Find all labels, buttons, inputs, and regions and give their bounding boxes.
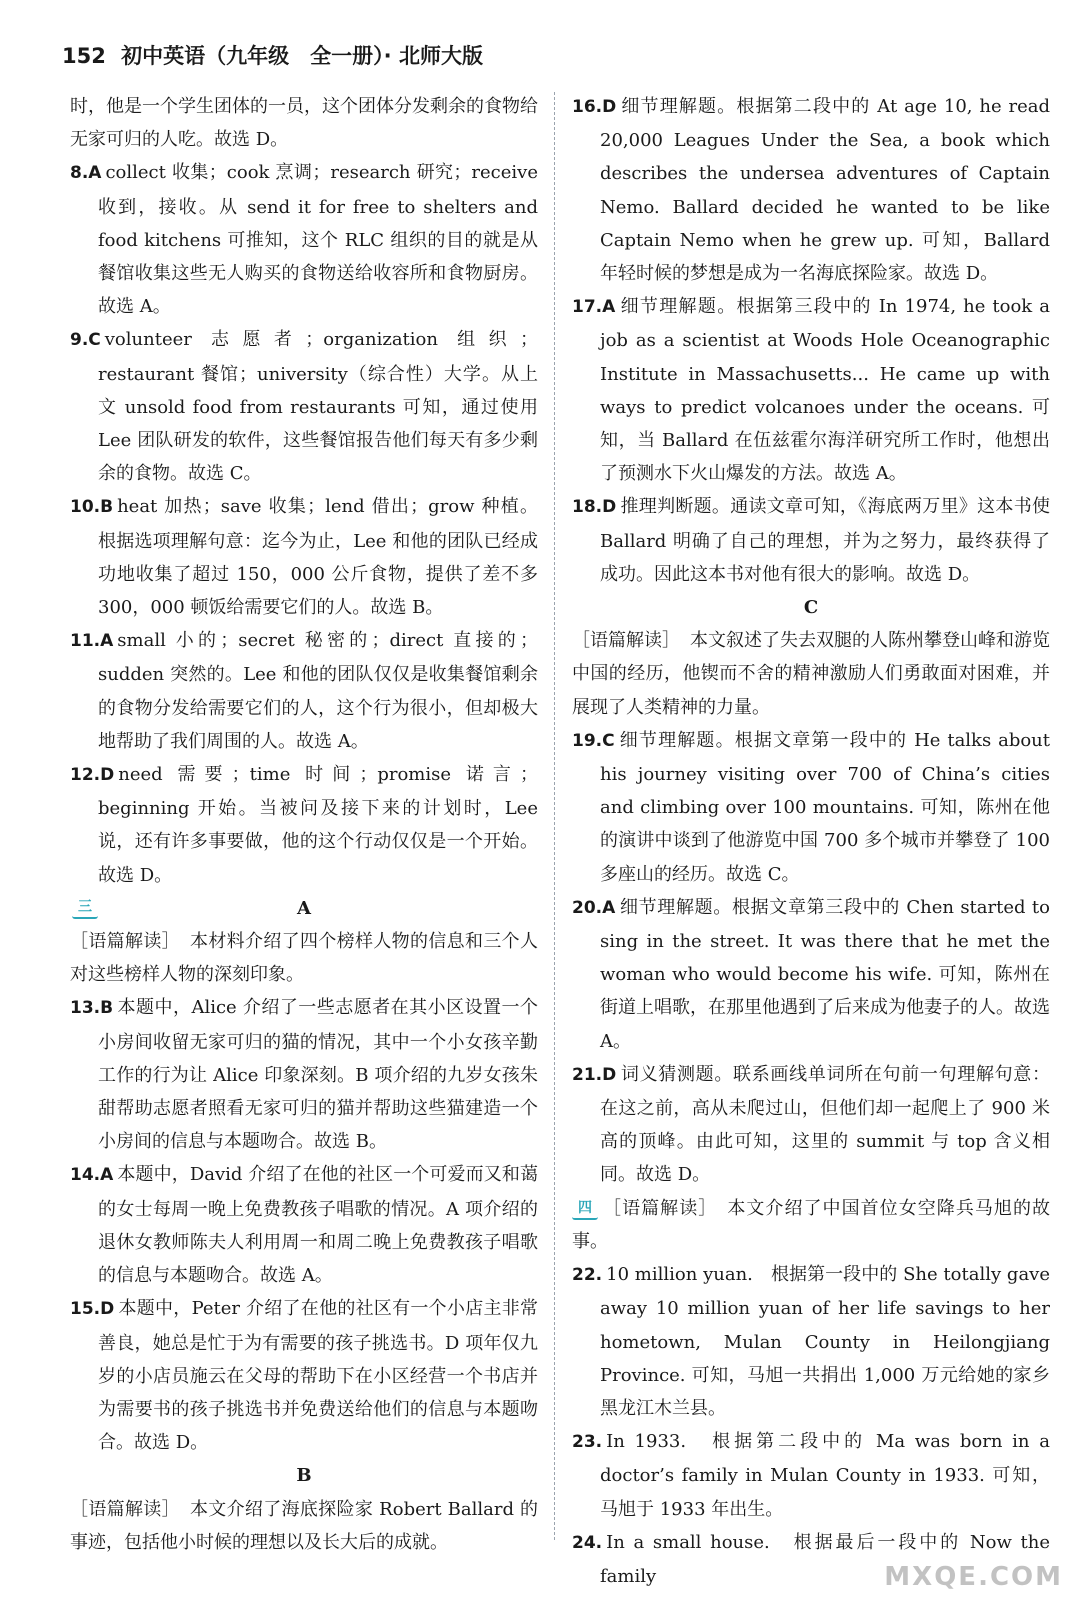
answer-explanation: 细节理解题。根据第三段中的 In 1974, he took a job as a scientist at Woods Hole Oceanographic Institute in Massachusetts... He came up with ways to predict volcanoes under the oceans. 可知，当 Ballard 在伍兹霍尔海洋研究所工作时，他想出了预测水下火山爆发的方法。故选 A。 <box>600 296 1050 485</box>
passage-interpretation <box>70 1493 538 1559</box>
answer-continuation: 时，他是一个学生团体的一员，这个团体分发剩余的食物给无家可归的人吃。故选 D。 <box>70 96 538 151</box>
answer-explanation: heat 加热；save 收集；lend 借出；grow 种植。根据选项理解句意：迄今为止，Lee 和他的团队已经成功地收集了超过 150，000 公斤食物，提供了差不多 300，000 顿饭给需要它们的人。故选 B。 <box>98 496 538 619</box>
answer-item <box>572 90 1050 290</box>
answer-number: 20.A <box>572 897 616 918</box>
answer-explanation: 本题中，David 介绍了在他的社区一个可爱而又和蔼的女士每周一晚上免费教孩子唱歌的情况。A 项介绍的退休女教师陈夫人利用周一和周二晚上免费教孩子唱歌的信息与本题吻合。故选 A。 <box>98 1164 538 1287</box>
answer-explanation: 10 million yuan. 根据第一段中的 She totally gave away 10 million yuan of her life savings to her hometown, Mulan County in Heilongjiang Province. 可知，马旭一共捐出 1,000 万元给她的家乡黑龙江木兰县。 <box>600 1264 1050 1419</box>
answer-number: 13.B <box>70 998 114 1019</box>
left-column <box>70 90 538 1559</box>
answer-explanation: 推理判断题。通读文章可知，《海底两万里》这本书使 Ballard 明确了自己的理想，并为之努力，最终获得了成功。因此这本书对他有很大的影响。故选 D。 <box>600 496 1050 585</box>
answer-number: 12.D <box>70 765 115 786</box>
book-title: 初中英语（九年级 全一册）· 北师大版 <box>121 44 483 68</box>
answer-item <box>572 891 1050 1058</box>
answer-explanation: volunteer 志愿者；organization 组织；restaurant 餐馆；university（综合性）大学。从上文 unsold food from restaurants 可知，通过使用 Lee 团队研发的软件，这些餐馆报告他们每天有多少剩余的食物。故选 C。 <box>98 329 538 485</box>
answer-number: 23. <box>572 1432 603 1453</box>
answer-explanation: need 需要；time 时间；promise 诺言；beginning 开始。当被问及接下来的计划时，Lee 说，还有许多事要做，他的这个行动仅仅是一个开始。故选 D。 <box>98 764 538 886</box>
answer-item <box>70 490 538 624</box>
answer-item <box>70 156 538 323</box>
answer-number: 22. <box>572 1265 603 1286</box>
answer-item <box>70 1292 538 1459</box>
answer-item <box>572 1258 1050 1425</box>
passage-interpretation <box>572 1192 1050 1258</box>
interpretation-text: 本材料介绍了四个榜样人物的信息和三个人对这些榜样人物的深刻印象。 <box>70 931 538 986</box>
answer-number: 9.C <box>70 330 101 351</box>
answer-explanation: 细节理解题。根据第二段中的 At age 10, he read 20,000 Leagues Under the Sea, a book which describes the undersea adventures of Captain Nemo. Ballard decided he wanted to be like Captain Nemo when he grew up. 可知，Ballard 年轻时候的梦想是成为一名海底探险家。故选 D。 <box>600 96 1050 285</box>
section-heading <box>572 591 1050 624</box>
answer-number: 17.A <box>572 297 616 318</box>
section-letter: B <box>296 1465 312 1487</box>
answer-item <box>572 1058 1050 1192</box>
right-column <box>572 90 1050 1593</box>
section-number-badge: 三 <box>72 897 98 919</box>
interpretation-text: 本文介绍了海底探险家 Robert Ballard 的事迹，包括他小时候的理想以及长大后的成就。 <box>70 1498 539 1553</box>
answer-explanation: In 1933. 根据第二段中的 Ma was born in a doctor’s family in Mulan County in 1933. 可知，马旭于 1933 年出生。 <box>600 1431 1050 1520</box>
answer-explanation: 细节理解题。根据文章第一段中的 He talks about his journey visiting over 700 of China’s cities and climbing over 100 mountains. 可知，陈州在他的演讲中谈到了他游览中国 700 多个城市并攀登了 100 多座山的经历。故选 C。 <box>600 729 1050 885</box>
answer-number: 19.C <box>572 730 615 751</box>
answer-number: 21.D <box>572 1064 617 1085</box>
answer-item <box>572 724 1050 891</box>
answer-explanation: 词义猜测题。联系画线单词所在句前一句理解句意：在这之前，高从未爬过山，但他们却一起爬上了 900 米高的顶峰。由此可知，这里的 summit 与 top 含义相同。故选 D。 <box>600 1063 1050 1186</box>
answer-number: 16.D <box>572 97 617 117</box>
answer-explanation: small 小的；secret 秘密的；direct 直接的；sudden 突然的。Lee 和他的团队仅仅是收集餐馆剩余的食物分发给需要它们的人，这个行为很小，但却极大地帮助了我们周围的人。故选 A。 <box>98 630 538 752</box>
section-number-badge: 四 <box>572 1198 598 1220</box>
answer-item <box>70 1158 538 1292</box>
answer-explanation: 本题中，Alice 介绍了一些志愿者在其小区设置一个小房间收留无家可归的猫的情况，其中一个小女孩辛勤工作的行为让 Alice 印象深刻。B 项介绍的九岁女孩朱甜帮助志愿者照看无家可归的猫并帮助这些猫建造一个小房间的信息与本题吻合。故选 B。 <box>98 997 538 1153</box>
interpretation-label: ［语篇解读］ <box>70 1498 180 1520</box>
passage-interpretation <box>70 925 538 991</box>
answer-number: 18.D <box>572 497 617 518</box>
answer-explanation: collect 收集；cook 烹调；research 研究；receive 收到，接收。从 send it for free to shelters and food kitchens 可推知，这个 RLC 组织的目的就是从餐馆收集这些无人购买的食物送给收容所和食物厨房。故选 A。 <box>98 162 538 318</box>
page-header <box>62 40 483 70</box>
answer-number: 24. <box>572 1532 603 1553</box>
interpretation-text: 本文叙述了失去双腿的人陈州攀登山峰和游览中国的经历，他锲而不舍的精神激励人们勇敢面对困难，并展现了人类精神的力量。 <box>572 630 1050 718</box>
passage-interpretation <box>572 624 1050 724</box>
answer-item <box>572 290 1050 490</box>
interpretation-text: 本文介绍了中国首位女空降兵马旭的故事。 <box>572 1197 1051 1252</box>
answer-number: 14.A <box>70 1165 114 1186</box>
answer-explanation: 本题中，Peter 介绍了在他的社区有一个小店主非常善良，她总是忙于为有需要的孩子挑选书。D 项年仅九岁的小店员施云在父母的帮助下在小区经营一个书店并为需要书的孩子挑选书并免费送给他们的信息与本题吻合。故选 D。 <box>98 1298 538 1454</box>
answer-number: 10.B <box>70 497 114 518</box>
interpretation-label: ［语篇解读］ <box>572 630 680 652</box>
interpretation-label: ［语篇解读］ <box>70 931 180 953</box>
answer-number: 8.A <box>70 163 102 184</box>
section-letter: A <box>297 897 311 919</box>
answer-item <box>572 1425 1050 1526</box>
answer-item <box>572 490 1050 591</box>
answer-number: 11.A <box>70 631 114 652</box>
section-heading <box>70 1459 538 1492</box>
answer-explanation: 细节理解题。根据文章第三段中的 Chen started to sing in the street. It was there that he met the woman who would become his wife. 可知，陈州在街道上唱歌，在那里他遇到了后来成为他妻子的人。故选 A。 <box>600 896 1050 1052</box>
answer-item <box>70 758 538 892</box>
answer-number: 15.D <box>70 1299 115 1320</box>
watermark: MXQE.COM <box>884 1562 1063 1592</box>
answer-item <box>70 624 538 758</box>
section-heading <box>70 892 538 925</box>
answer-explanation: In a small house. 根据最后一段中的 Now the family <box>600 1531 1050 1587</box>
section-letter: C <box>803 597 819 619</box>
answer-item <box>70 323 538 490</box>
answer-item <box>70 991 538 1158</box>
page-number: 152 <box>62 44 106 68</box>
interpretation-label: ［语篇解读］ <box>602 1197 718 1219</box>
column-divider <box>554 92 555 1540</box>
